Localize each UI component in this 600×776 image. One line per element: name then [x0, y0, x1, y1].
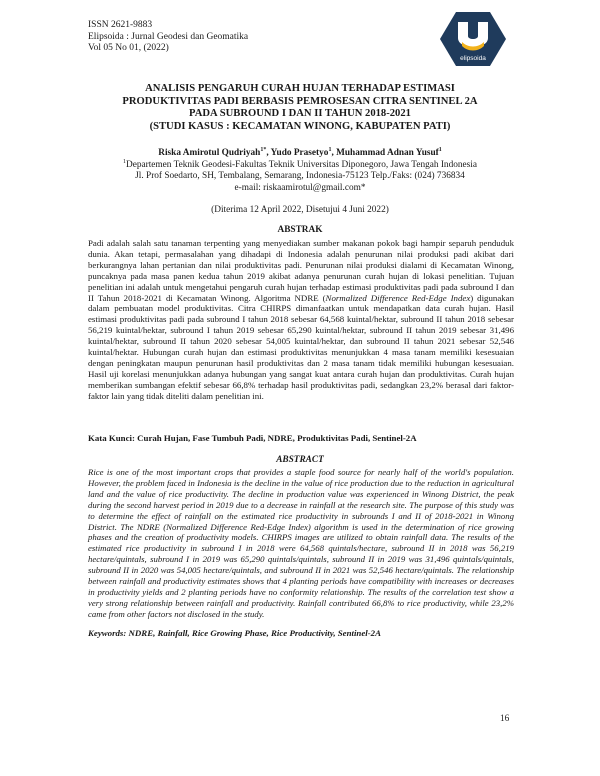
title-line-3: PADA SUBROUND I DAN II TAHUN 2018-2021 — [189, 108, 411, 120]
abstract-body: Rice is one of the most important crops that provides a staple food source for nearly half of the world's population. However, the problem faced in Indonesia is the decline in the value of rice production due to the reduction in agricultural land and the value of rice productivity. The decline in production value was experienced in Winong District, the peak during the second harvest period in 2019 due to a decrease in rainfall at the research site. The purpose of this study was to determine the effect of rainfall on the estimated rice productivity in subrounds I and II of 2018-2021 in Winong District. The NDRE (Normalized Difference Red-Edge Index) algorithm is used in the determination of rice growing phases and the creation of productivity models. CHIRPS images are utilized to obtain rainfall data. The results of the estimated rice productivity in subround I in 2018 were 64,568 quintals/hectare, subround II in 2018 was 56,219 hectare/quintals, subround I in 2019 was 65,290 quintals/quintals, subround II in 2019 was 31,496 quintals/quintals, subround II in 2020 was 54,005 hectare/quintals, and subround II in 2021 was 52,546 hectare/quintals. The relationship between rainfall and productivity estimates shows that 4 planting periods have compatibility with increases or decreases in productivity yields and 2 planting periods have no conformity relationship. The results of the correlation test show a very strong relationship between rainfall and productivity. Rainfall contributed 66,8% to rice productivity, while 23,2% came from other factors not disclosed in the study. — [88, 467, 514, 619]
author-names — [60, 148, 540, 159]
author-email: e-mail: riskaamirotul@gmail.com* — [234, 182, 366, 193]
logo-text: elipsoida — [460, 55, 486, 62]
title-line-2: PRODUKTIVITAS PADI BERBASIS PEMROSESAN CITRA SENTINEL 2A — [122, 95, 478, 107]
author-3-sup: 1 — [438, 146, 442, 153]
abstrak-part-1: Padi adalah salah satu tanaman terpenting yang menyediakan sumber makanan pokok bagi hampir separuh penduduk dunia. Akan tetapi, permasalahan yang dihadapi di Indonesia adalah penurunan nilai produksi padi akibat dari berkurangnya lahan pertanian dan nilai produktivitas padi. Penurunan nilai produksi dialami di Kecamatan Winong, puncaknya pada masa panen kedua tahun 2019 akibat adanya penurunan curah hujan di lokasi penelitian. Tujuan penelitian ini adalah untuk mengetahui pengaruh curah hujan terhadap estimasi produktivitas padi pada subround I dan II Tahun 2018-2021 di Kecamatan Winong. Algoritma NDRE ( — [88, 238, 514, 303]
page-number: 16 — [500, 714, 510, 724]
author-sep-2: , — [331, 148, 337, 158]
abstrak-part-2: ) digunakan dalam pembuatan model produktivitas. Citra CHIRPS dimanfaatkan untuk mendapatkan data curah hujan. Hasil estimasi produktivitas padi pada subround I tahun 2018 sebesar 64,568 kuintal/hektar, subround II tahun 2018 sebesar 56,219 kuintal/hektar, subround I tahun 2019 sebesar 65,290 kuintal/hektar, subround II tahun 2019 sebesar 31,496 kuintal/hektar, subround II tahun 2020 sebesar 54,005 kuintal/hektar, dan subround II tahun 2021 sebesar 52,546 kuintal/hektar. Hubungan curah hujan dan estimasi produktivitas menunjukkan 4 masa tanam memiliki kesesuaian dengan peningkatan maupun penurunan hasil produktivitas dan 2 masa tanam tidak memiliki hubungan kesesuaian. Hasil uji korelasi menunjukkan adanya hubungan yang sangat kuat antara curah hujan dan produktivitas. Curah hujan memberikan sumbangan efektif sebesar 66,8% terhadap hasil produktivitas padi, sedangkan 23,2% berasal dari faktor-faktor lain yang tidak diteliti dalam penelitian ini. — [88, 292, 515, 401]
author-1: Riska Amirotul Qudriyah — [158, 148, 261, 158]
affiliation-1 — [60, 160, 540, 171]
author-2-sup: 1 — [328, 146, 332, 153]
abstract-heading: ABSTRACT — [276, 455, 324, 465]
issn: ISSN 2621-9883 — [88, 20, 153, 30]
title-line-1: ANALISIS PENGARUH CURAH HUJAN TERHADAP ESTIMASI — [145, 83, 455, 94]
affiliation-sup: 1 — [123, 159, 126, 166]
affiliation-1-text: Departemen Teknik Geodesi-Fakultas Teknik Universitas Diponegoro, Jawa Tengah Indonesia — [126, 160, 477, 171]
elipsoida-logo — [434, 8, 512, 70]
affiliation-2: Jl. Prof Soedarto, SH, Tembalang, Semarang, Indonesia-75123 Telp./Faks: (024) 736834 — [135, 171, 465, 182]
title-line-4: (STUDI KASUS : KECAMATAN WINONG, KABUPATEN PATI) — [149, 120, 451, 132]
keywords: Keywords: NDRE, Rainfall, Rice Growing Phase, Rice Productivity, Sentinel-2A — [88, 628, 381, 638]
paper-title — [60, 83, 540, 133]
author-3: Muhammad Adnan Yusuf — [336, 148, 439, 158]
author-sep-1: , — [266, 148, 271, 158]
journal-name: Elipsoida : Jurnal Geodesi dan Geomatika — [88, 31, 249, 42]
logo-graphic — [434, 8, 512, 70]
abstrak-body — [88, 238, 514, 402]
author-1-sup: 1* — [260, 146, 267, 153]
author-2: Yudo Prasetyo — [270, 148, 329, 158]
journal-header — [88, 20, 248, 55]
journal-volume: Vol 05 No 01, (2022) — [88, 43, 169, 53]
received-date: (Diterima 12 April 2022, Disetujui 4 Juni 2022) — [211, 205, 389, 215]
abstrak-heading: ABSTRAK — [277, 225, 323, 235]
author-block — [60, 148, 540, 194]
abstrak-italic: Normalized Difference Red-Edge Index — [325, 292, 471, 303]
kata-kunci: Kata Kunci: Curah Hujan, Fase Tumbuh Padi, NDRE, Produktivitas Padi, Sentinel-2A — [88, 433, 417, 443]
